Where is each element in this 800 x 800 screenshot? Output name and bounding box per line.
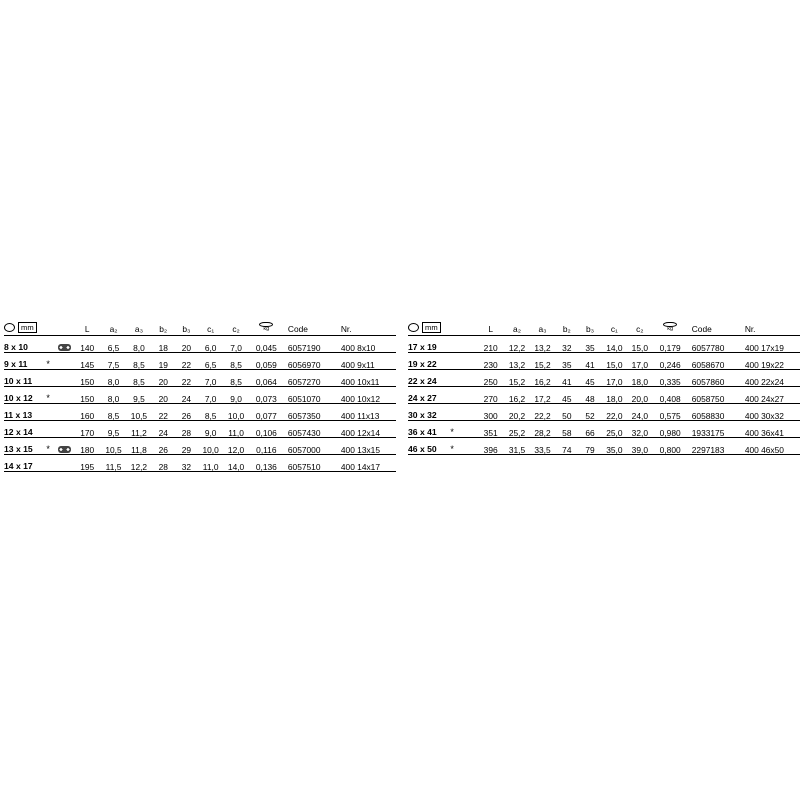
cell-b3: 26: [175, 404, 198, 421]
cell-icon: [56, 455, 74, 472]
cell-weight: 0,116: [249, 438, 284, 455]
wrench-icon: [56, 438, 74, 455]
cell-nr: 400 17x19: [741, 336, 800, 353]
cell-b3: 20: [175, 336, 198, 353]
spec-panel-right: [396, 318, 800, 455]
cell-star: *: [449, 421, 460, 438]
cell-nr: 400 30x32: [741, 404, 800, 421]
cell-c1: 35,0: [602, 438, 627, 455]
cell-b2: 28: [152, 455, 175, 472]
header-length: L: [477, 318, 504, 336]
cell-size: 17 x 19: [408, 336, 449, 353]
cell-star: *: [45, 353, 56, 370]
cell-nr: 400 9x11: [337, 353, 396, 370]
cell-b3: 24: [175, 387, 198, 404]
header-size: [4, 318, 74, 336]
ring-icon: [4, 323, 15, 332]
cell-c1: 17,0: [602, 370, 627, 387]
cell-L: 396: [477, 438, 504, 455]
cell-a3: 10,5: [126, 404, 151, 421]
table-row[interactable]: [4, 353, 396, 370]
cell-weight: 0,059: [249, 353, 284, 370]
cell-nr: 400 46x50: [741, 438, 800, 455]
ring-icon: [408, 323, 419, 332]
header-a3: a₃: [530, 318, 555, 336]
spec-table-right: [408, 318, 800, 455]
cell-b2: 22: [152, 404, 175, 421]
cell-a3: 11,2: [126, 421, 151, 438]
table-row[interactable]: [408, 387, 800, 404]
cell-size: 46 x 50: [408, 438, 449, 455]
cell-icon: [460, 353, 477, 370]
table-row[interactable]: [4, 387, 396, 404]
cell-c1: 22,0: [602, 404, 627, 421]
cell-c1: 9,0: [198, 421, 223, 438]
cell-a2: 8,0: [101, 387, 126, 404]
cell-a3: 11,8: [126, 438, 151, 455]
cell-a3: 9,5: [126, 387, 151, 404]
cell-b2: 74: [555, 438, 578, 455]
cell-a3: 8,5: [126, 353, 151, 370]
cell-b3: 66: [578, 421, 601, 438]
header-weight-label: kg: [667, 326, 674, 333]
table-row[interactable]: [4, 336, 396, 353]
cell-code: 6057780: [688, 336, 741, 353]
cell-a3: 13,2: [530, 336, 555, 353]
cell-weight: 0,980: [653, 421, 688, 438]
cell-weight: 0,073: [249, 387, 284, 404]
cell-code: 6058750: [688, 387, 741, 404]
table-row[interactable]: [408, 353, 800, 370]
cell-size: 13 x 15: [4, 438, 45, 455]
header-c1: c₁: [602, 318, 627, 336]
cell-icon: [460, 421, 477, 438]
cell-a2: 16,2: [504, 387, 529, 404]
cell-a3: 22,2: [530, 404, 555, 421]
cell-c1: 14,0: [602, 336, 627, 353]
header-size-label: mm: [18, 322, 37, 333]
cell-nr: 400 11x13: [337, 404, 396, 421]
cell-b3: 28: [175, 421, 198, 438]
cell-b3: 48: [578, 387, 601, 404]
cell-a2: 20,2: [504, 404, 529, 421]
cell-b2: 58: [555, 421, 578, 438]
table-row[interactable]: [408, 438, 800, 455]
header-weight: [249, 318, 284, 336]
cell-weight: 0,136: [249, 455, 284, 472]
cell-a2: 8,0: [101, 370, 126, 387]
cell-code: 6058670: [688, 353, 741, 370]
cell-a2: 7,5: [101, 353, 126, 370]
cell-L: 170: [74, 421, 101, 438]
cell-c2: 32,0: [627, 421, 652, 438]
header-nr: Nr.: [337, 318, 396, 336]
cell-star: *: [45, 438, 56, 455]
cell-b2: 20: [152, 387, 175, 404]
cell-icon: [460, 370, 477, 387]
cell-a2: 12,2: [504, 336, 529, 353]
cell-c1: 6,0: [198, 336, 223, 353]
cell-a2: 25,2: [504, 421, 529, 438]
cell-b2: 18: [152, 336, 175, 353]
cell-size: 8 x 10: [4, 336, 45, 353]
cell-c2: 20,0: [627, 387, 652, 404]
table-row[interactable]: [4, 404, 396, 421]
cell-star: [449, 370, 460, 387]
cell-star: [449, 336, 460, 353]
cell-c2: 18,0: [627, 370, 652, 387]
header-weight: [653, 318, 688, 336]
cell-code: 6058830: [688, 404, 741, 421]
cell-nr: 400 12x14: [337, 421, 396, 438]
cell-b2: 19: [152, 353, 175, 370]
cell-b2: 20: [152, 370, 175, 387]
cell-b2: 26: [152, 438, 175, 455]
header-code: Code: [284, 318, 337, 336]
cell-c1: 7,0: [198, 370, 223, 387]
cell-b2: 32: [555, 336, 578, 353]
cell-weight: 0,179: [653, 336, 688, 353]
spec-panel-left: [0, 318, 396, 472]
cell-L: 145: [74, 353, 101, 370]
cell-star: [45, 404, 56, 421]
cell-icon: [460, 404, 477, 421]
table-body-left: [4, 336, 396, 472]
cell-c2: 10,0: [223, 404, 248, 421]
cell-code: 6057190: [284, 336, 337, 353]
table-row[interactable]: [408, 336, 800, 353]
cell-icon: [56, 404, 74, 421]
cell-b3: 79: [578, 438, 601, 455]
table-body-right: [408, 336, 800, 455]
cell-nr: 400 8x10: [337, 336, 396, 353]
table-row[interactable]: [408, 370, 800, 387]
cell-a3: 33,5: [530, 438, 555, 455]
header-nr: Nr.: [741, 318, 800, 336]
cell-b2: 41: [555, 370, 578, 387]
cell-icon: [460, 336, 477, 353]
cell-weight: 0,077: [249, 404, 284, 421]
cell-star: *: [45, 387, 56, 404]
cell-b3: 22: [175, 353, 198, 370]
cell-L: 300: [477, 404, 504, 421]
cell-code: 2297183: [688, 438, 741, 455]
cell-L: 351: [477, 421, 504, 438]
cell-size: 14 x 17: [4, 455, 45, 472]
cell-code: 6051070: [284, 387, 337, 404]
cell-L: 160: [74, 404, 101, 421]
cell-b2: 45: [555, 387, 578, 404]
cell-size: 12 x 14: [4, 421, 45, 438]
cell-code: 6057350: [284, 404, 337, 421]
cell-c1: 10,0: [198, 438, 223, 455]
table-row[interactable]: [4, 438, 396, 455]
cell-nr: 400 13x15: [337, 438, 396, 455]
header-code: Code: [688, 318, 741, 336]
cell-weight: 0,045: [249, 336, 284, 353]
cell-c2: 7,0: [223, 336, 248, 353]
cell-nr: 400 10x12: [337, 387, 396, 404]
cell-c2: 17,0: [627, 353, 652, 370]
header-c2: c₂: [627, 318, 652, 336]
cell-L: 150: [74, 387, 101, 404]
cell-size: 19 x 22: [408, 353, 449, 370]
cell-star: [449, 404, 460, 421]
cell-c2: 9,0: [223, 387, 248, 404]
cell-code: 6057510: [284, 455, 337, 472]
header-weight-label: kg: [263, 326, 270, 333]
cell-a3: 28,2: [530, 421, 555, 438]
table-row[interactable]: [408, 404, 800, 421]
cell-c2: 15,0: [627, 336, 652, 353]
cell-star: [449, 353, 460, 370]
table-row[interactable]: [4, 421, 396, 438]
cell-b3: 45: [578, 370, 601, 387]
cell-b2: 24: [152, 421, 175, 438]
header-b2: b₂: [555, 318, 578, 336]
cell-a2: 10,5: [101, 438, 126, 455]
cell-L: 250: [477, 370, 504, 387]
cell-nr: 400 19x22: [741, 353, 800, 370]
spec-table-left: [4, 318, 396, 472]
cell-a3: 8,5: [126, 370, 151, 387]
table-row[interactable]: [4, 455, 396, 472]
cell-size: 11 x 13: [4, 404, 45, 421]
spec-sheet: [0, 318, 800, 472]
cell-c2: 14,0: [223, 455, 248, 472]
cell-weight: 0,246: [653, 353, 688, 370]
cell-size: 10 x 11: [4, 370, 45, 387]
cell-code: 6057270: [284, 370, 337, 387]
table-row[interactable]: [4, 370, 396, 387]
cell-size: 10 x 12: [4, 387, 45, 404]
cell-c1: 8,5: [198, 404, 223, 421]
cell-weight: 0,408: [653, 387, 688, 404]
cell-a2: 11,5: [101, 455, 126, 472]
cell-code: 6057430: [284, 421, 337, 438]
cell-weight: 0,575: [653, 404, 688, 421]
cell-L: 140: [74, 336, 101, 353]
cell-size: 9 x 11: [4, 353, 45, 370]
cell-size: 30 x 32: [408, 404, 449, 421]
cell-size: 24 x 27: [408, 387, 449, 404]
cell-a3: 16,2: [530, 370, 555, 387]
cell-nr: 400 14x17: [337, 455, 396, 472]
header-b2: b₂: [152, 318, 175, 336]
cell-L: 180: [74, 438, 101, 455]
cell-star: *: [449, 438, 460, 455]
header-size: [408, 318, 477, 336]
cell-star: [45, 421, 56, 438]
header-b3: b₃: [578, 318, 601, 336]
header-c1: c₁: [198, 318, 223, 336]
cell-star: [45, 370, 56, 387]
cell-c1: 6,5: [198, 353, 223, 370]
cell-L: 270: [477, 387, 504, 404]
cell-c2: 8,5: [223, 353, 248, 370]
cell-code: 6057000: [284, 438, 337, 455]
cell-a2: 15,2: [504, 370, 529, 387]
cell-b3: 22: [175, 370, 198, 387]
cell-icon: [56, 387, 74, 404]
cell-star: [45, 455, 56, 472]
cell-L: 210: [477, 336, 504, 353]
cell-b3: 29: [175, 438, 198, 455]
cell-weight: 0,064: [249, 370, 284, 387]
cell-weight: 0,335: [653, 370, 688, 387]
cell-b3: 41: [578, 353, 601, 370]
cell-L: 150: [74, 370, 101, 387]
cell-nr: 400 36x41: [741, 421, 800, 438]
cell-c2: 11,0: [223, 421, 248, 438]
cell-b2: 50: [555, 404, 578, 421]
header-c2: c₂: [223, 318, 248, 336]
cell-a2: 13,2: [504, 353, 529, 370]
cell-a2: 31,5: [504, 438, 529, 455]
table-header-row: [4, 318, 396, 336]
cell-a2: 8,5: [101, 404, 126, 421]
cell-c2: 8,5: [223, 370, 248, 387]
cell-icon: [460, 387, 477, 404]
cell-icon: [56, 370, 74, 387]
cell-star: [449, 387, 460, 404]
cell-code: 1933175: [688, 421, 741, 438]
cell-c2: 12,0: [223, 438, 248, 455]
cell-icon: [460, 438, 477, 455]
cell-code: 6056970: [284, 353, 337, 370]
cell-icon: [56, 353, 74, 370]
cell-a3: 12,2: [126, 455, 151, 472]
header-b3: b₃: [175, 318, 198, 336]
cell-b3: 35: [578, 336, 601, 353]
cell-b2: 35: [555, 353, 578, 370]
cell-c1: 7,0: [198, 387, 223, 404]
cell-nr: 400 22x24: [741, 370, 800, 387]
cell-a3: 8,0: [126, 336, 151, 353]
cell-a2: 6,5: [101, 336, 126, 353]
cell-c2: 39,0: [627, 438, 652, 455]
cell-c1: 11,0: [198, 455, 223, 472]
cell-size: 36 x 41: [408, 421, 449, 438]
cell-c1: 15,0: [602, 353, 627, 370]
cell-size: 22 x 24: [408, 370, 449, 387]
header-a2: a₂: [101, 318, 126, 336]
cell-L: 195: [74, 455, 101, 472]
cell-star: [45, 336, 56, 353]
header-a2: a₂: [504, 318, 529, 336]
cell-weight: 0,106: [249, 421, 284, 438]
cell-nr: 400 10x11: [337, 370, 396, 387]
cell-a3: 17,2: [530, 387, 555, 404]
table-header-row: [408, 318, 800, 336]
cell-code: 6057860: [688, 370, 741, 387]
cell-weight: 0,800: [653, 438, 688, 455]
cell-c2: 24,0: [627, 404, 652, 421]
cell-c1: 25,0: [602, 421, 627, 438]
cell-nr: 400 24x27: [741, 387, 800, 404]
wrench-icon: [56, 336, 74, 353]
header-length: L: [74, 318, 101, 336]
cell-icon: [56, 421, 74, 438]
cell-a3: 15,2: [530, 353, 555, 370]
cell-a2: 9,5: [101, 421, 126, 438]
cell-b3: 52: [578, 404, 601, 421]
cell-b3: 32: [175, 455, 198, 472]
cell-L: 230: [477, 353, 504, 370]
header-size-label: mm: [422, 322, 441, 333]
header-a3: a₃: [126, 318, 151, 336]
cell-c1: 18,0: [602, 387, 627, 404]
table-row[interactable]: [408, 421, 800, 438]
